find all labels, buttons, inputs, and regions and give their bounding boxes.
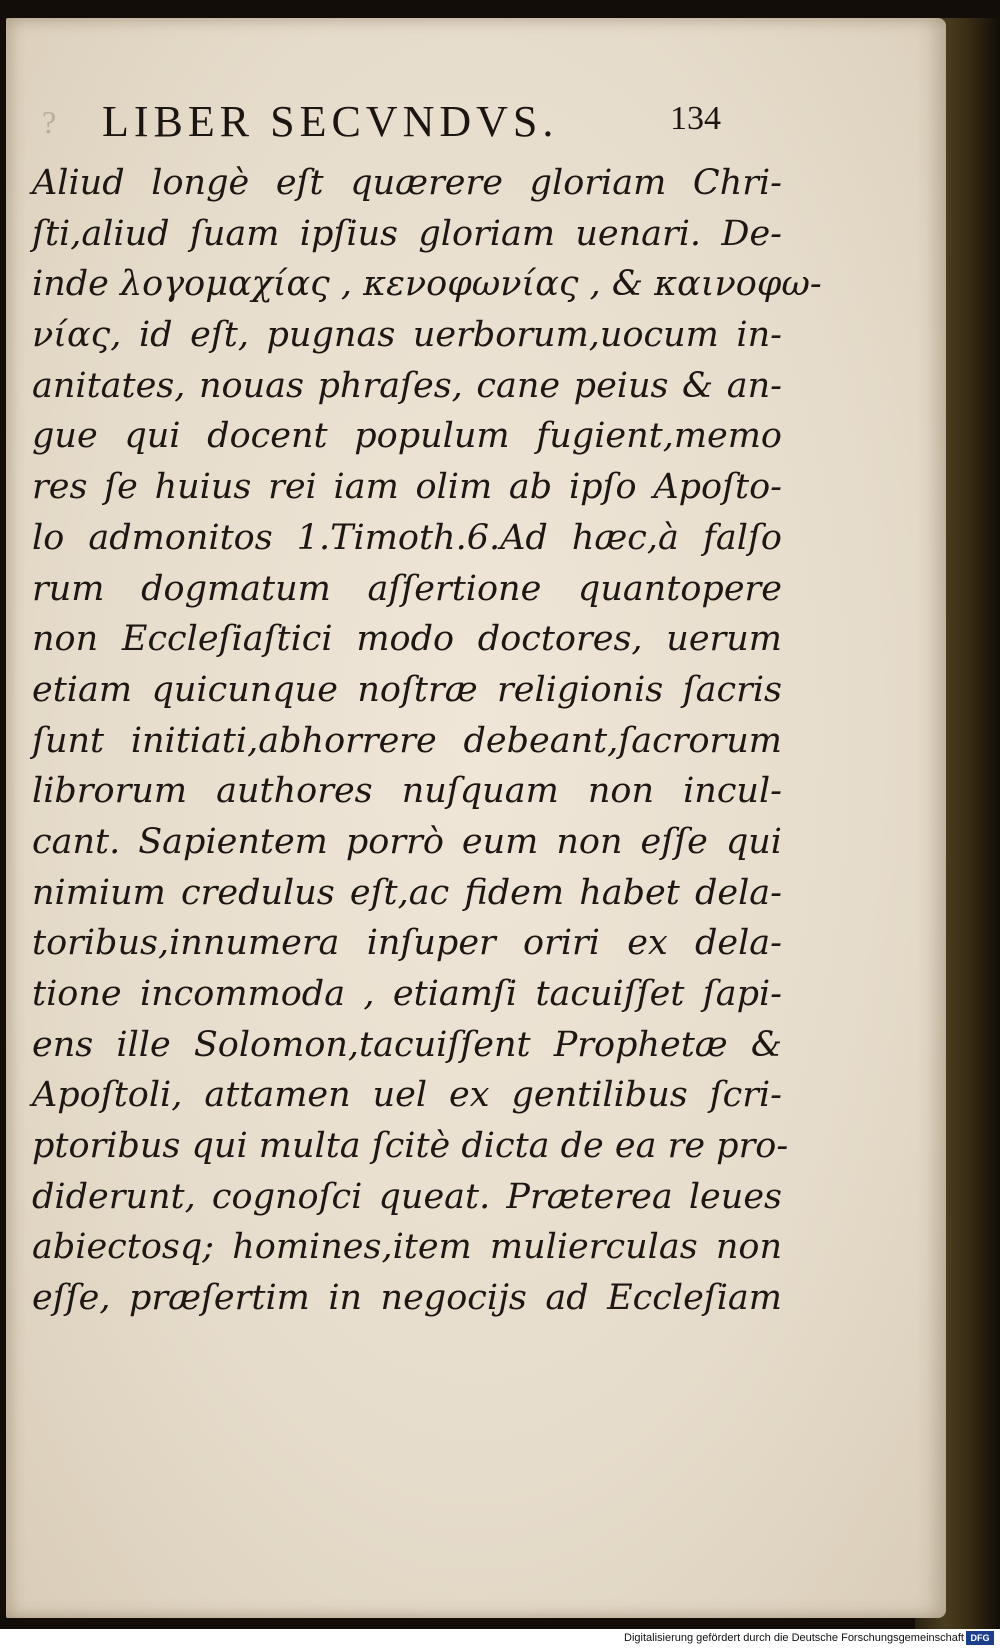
digitization-credit: Digitalisierung gefördert durch die Deutsche Forschungsgemeinschaft bbox=[624, 1632, 964, 1644]
text-line: toribus,innumera inſuper oriri ex dela- bbox=[32, 923, 782, 964]
text-line: ſti,aliud ſuam ipſius gloriam uenari. De- bbox=[32, 213, 782, 254]
text-line: diderunt, cognoſci queat. Præterea leues bbox=[32, 1176, 782, 1217]
text-line: ens ille Solomon,tacuiſſent Prophetæ & bbox=[32, 1024, 782, 1065]
text-line: rum dogmatum aſſertione quantopere bbox=[32, 568, 782, 609]
text-line: ſunt initiati,abhorrere debeant,ſacrorum bbox=[32, 720, 782, 761]
text-line: res ſe huius rei iam olim ab ipſo Apoſto- bbox=[32, 467, 782, 508]
page-number: 134 bbox=[670, 100, 721, 137]
page-paper bbox=[6, 18, 946, 1618]
margin-mark: ? bbox=[42, 104, 57, 140]
dfg-logo: DFG bbox=[966, 1631, 994, 1645]
text-line: Aliud longè eſt quærere gloriam Chri- bbox=[32, 163, 782, 203]
text-line: abiectosq; homines,item mulierculas non bbox=[32, 1227, 782, 1268]
running-header bbox=[42, 96, 742, 156]
text-line: nimium credulus eſt,ac fidem habet dela- bbox=[32, 872, 782, 913]
text-line: non Eccleſiaſtici modo doctores, uerum bbox=[32, 619, 782, 660]
text-line: librorum authores nuſquam non incul- bbox=[32, 771, 782, 812]
text-line: etiam quicunque noſtræ religionis ſacris bbox=[32, 669, 782, 710]
text-line: gue qui docent populum fugient,memo bbox=[32, 416, 782, 457]
text-line: ptoribus qui multa ſcitè dicta de ea re pro- bbox=[32, 1126, 789, 1167]
text-line: eſſe, præſertim in negocijs ad Eccleſiam bbox=[32, 1278, 782, 1319]
running-title: LIBER SECVNDVS. bbox=[102, 97, 559, 146]
text-line: inde λογομαχίας , κενοφωνίας , & καινοφω- bbox=[32, 264, 822, 305]
text-line: cant. Sapientem porrò eum non eſſe qui bbox=[32, 821, 782, 862]
text-line: tione incommoda , etiamſi tacuiſſet ſapi- bbox=[32, 974, 782, 1014]
text-line: νίας, id eſt, pugnas uerborum,uocum in- bbox=[32, 315, 782, 356]
body-text bbox=[32, 158, 822, 1324]
text-line: anitates, nouas phraſes, cane peius & an- bbox=[32, 365, 782, 406]
text-line: Apoſtoli, attamen uel ex gentilibus ſcri- bbox=[32, 1075, 782, 1116]
text-line: lo admonitos 1.Timoth.6.Ad hæc,à falſo bbox=[32, 517, 782, 558]
